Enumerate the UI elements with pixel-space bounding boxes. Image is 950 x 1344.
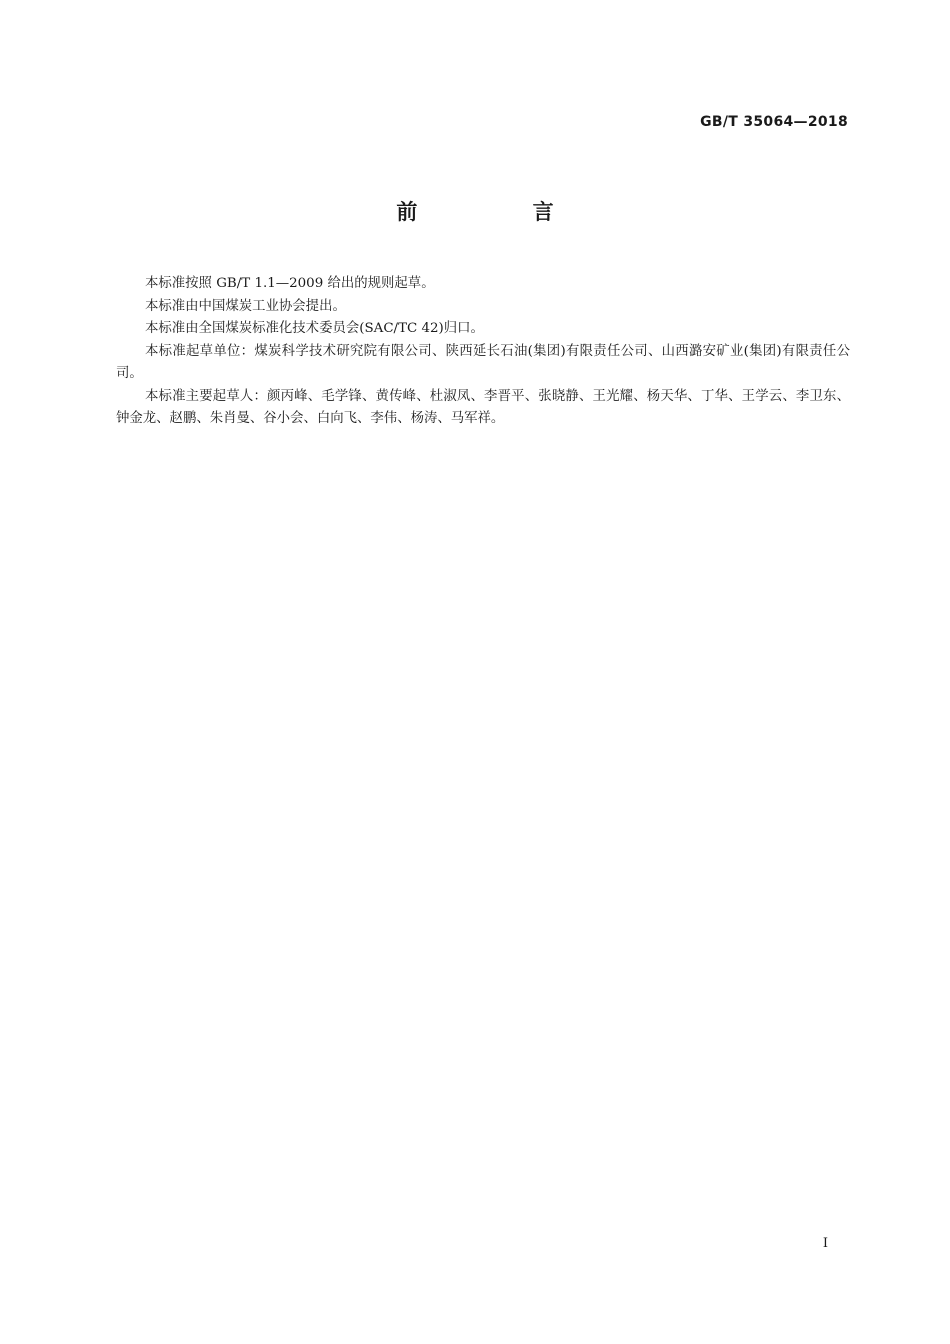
paragraph-main-drafters: 本标准主要起草人：颜丙峰、毛学锋、黄传峰、杜淑凤、李晋平、张晓静、王光耀、杨天华、丁华、王学云、李卫东、钟金龙、赵鹏、朱肖曼、谷小会、白向飞、李伟、杨涛、马军祥。: [116, 388, 850, 426]
document-body: [116, 273, 850, 431]
standard-number: GB/T 35064—2018: [700, 114, 848, 130]
paragraph-committee: 本标准由全国煤炭标准化技术委员会(SAC/TC 42)归口。: [145, 321, 484, 336]
paragraph-proposer: 本标准由中国煤炭工业协会提出。: [145, 298, 346, 314]
page-number: I: [822, 1236, 828, 1251]
page-title: 前 言: [396, 200, 608, 224]
paragraph-drafting-units: 本标准起草单位：煤炭科学技术研究院有限公司、陕西延长石油(集团)有限责任公司、山西潞安矿业(集团)有限责任公司。: [116, 343, 850, 381]
paragraph-drafting-rules: 本标准按照 GB/T 1.1—2009 给出的规则起草。: [145, 276, 435, 291]
